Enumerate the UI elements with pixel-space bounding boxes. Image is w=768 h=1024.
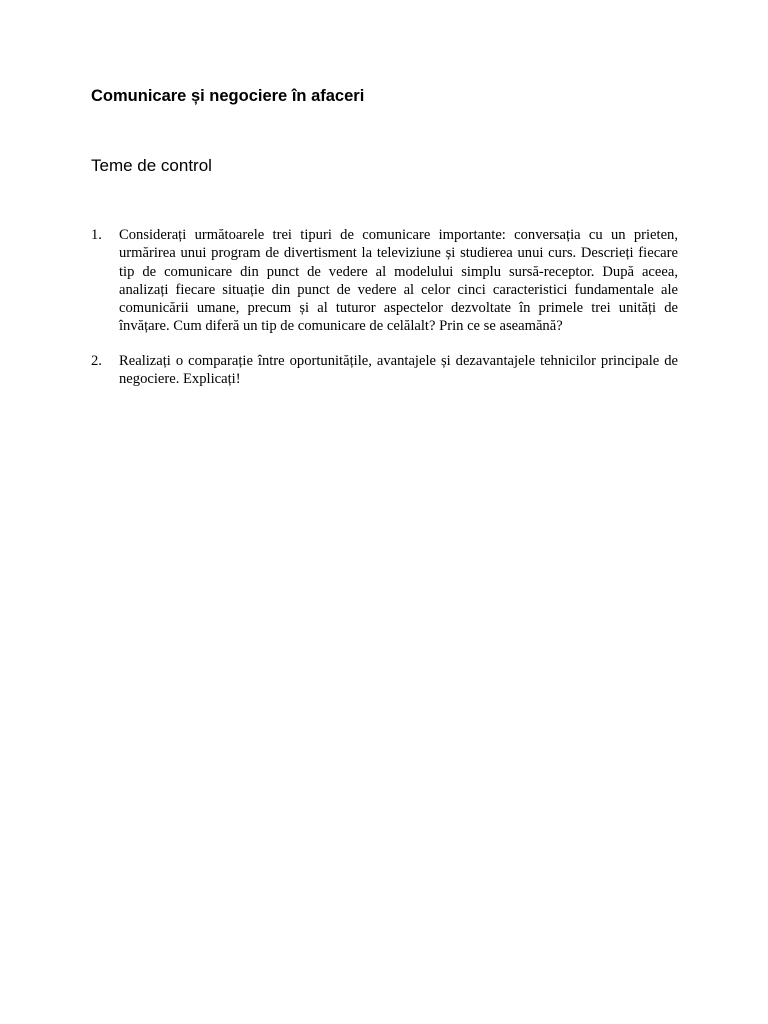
section-heading: Teme de control [91, 156, 212, 175]
question-list [91, 226, 678, 404]
question-item [91, 352, 678, 389]
question-number: 2. [91, 352, 102, 369]
document-title: Comunicare și negociere în afaceri [91, 87, 365, 105]
question-number: 1. [91, 227, 102, 243]
question-text: Considerați următoarele trei tipuri de comunicare importante: conversația cu un prieten, urmărirea unui program de divertisment la televiziune și studierea unui curs. Descrieți fiecare tip de comunicare din punct de vedere al modelului simplu sursă-receptor. După aceea, analizați fiecare situație din punct de vedere al celor cinci caracteristici fundamentale ale comunicării umane, precum și al tuturor aspectelor dezvoltate în primele trei unități de învățare. Cum diferă un tip de comunicare de celălalt? Prin ce se aseamănă? [119, 227, 678, 335]
question-item [91, 226, 678, 336]
question-text: Realizați o comparație între oportunitățile, avantajele și dezavantajele tehnicilor principale de negociere. Explicați! [119, 352, 678, 388]
